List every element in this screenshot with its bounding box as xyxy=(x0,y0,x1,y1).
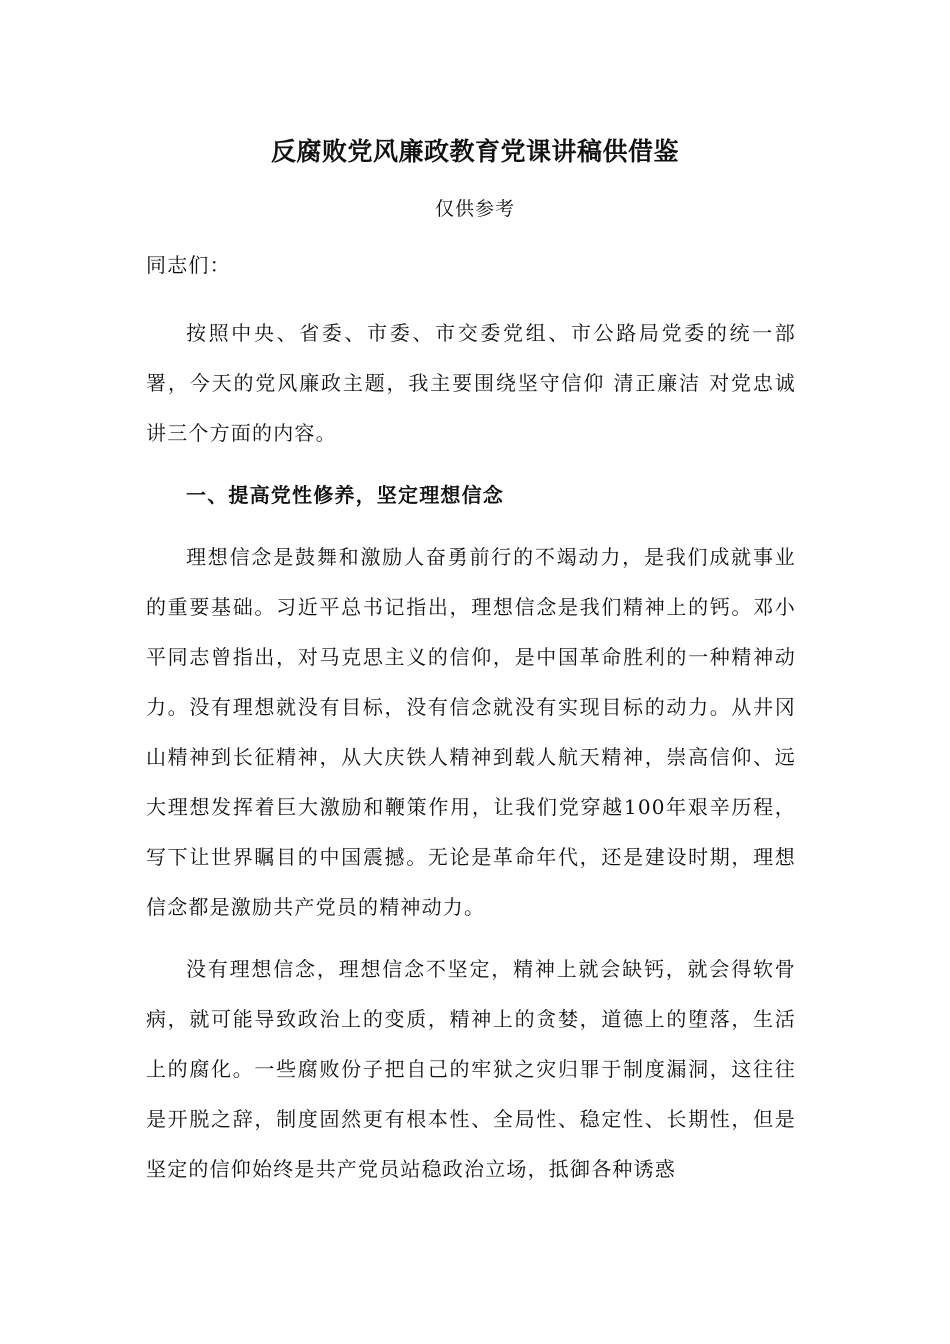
body-paragraph-2: 没有理想信念，理想信念不坚定，精神上就会缺钙，就会得软骨病，就可能导致政治上的变质，精神上的贪婪，道德上的堕落，生活上的腐化。一些腐败份子把自己的牢狱之灾归罪于制度漏洞，这往往是开脱之辞，制度固然更有根本性、全局性、稳定性、长期性，但是坚定的信仰始终是共产党员站稳政治立场，抵御各种诱惑 xyxy=(146,957,796,1181)
document-subtitle: 仅供参考 xyxy=(434,198,515,220)
document-title: 反腐败党风廉政教育党课讲稿供借鉴 xyxy=(270,137,679,166)
document-body xyxy=(146,240,796,1206)
body-paragraph-1: 理想信念是鼓舞和激励人奋勇前行的不竭动力，是我们成就事业的重要基础。习近平总书记指出，理想信念是我们精神上的钙。邓小平同志曾指出，对马克思主义的信仰，是中国革命胜利的一种精神动力。没有理想就没有目标，没有信念就没有实现目标的动力。从井冈山精神到长征精神，从大庆铁人精神到载人航天精神，崇高信仰、远大理想发挥着巨大激励和鞭策作用，让我们党穿越100年艰辛历程，写下让世界瞩目的中国震撼。无论是革命年代，还是建设时期，理想信念都是激励共产党员的精神动力。 xyxy=(146,545,796,919)
salutation: 同志们： xyxy=(146,253,231,277)
section-heading-1: 一、提高党性修养，坚定理想信念 xyxy=(186,483,504,507)
intro-paragraph: 按照中央、省委、市委、市交委党组、市公路局党委的统一部署，今天的党风廉政主题，我主要围绕坚守信仰 清正廉洁 对党忠诚讲三个方面的内容。 xyxy=(146,321,796,445)
